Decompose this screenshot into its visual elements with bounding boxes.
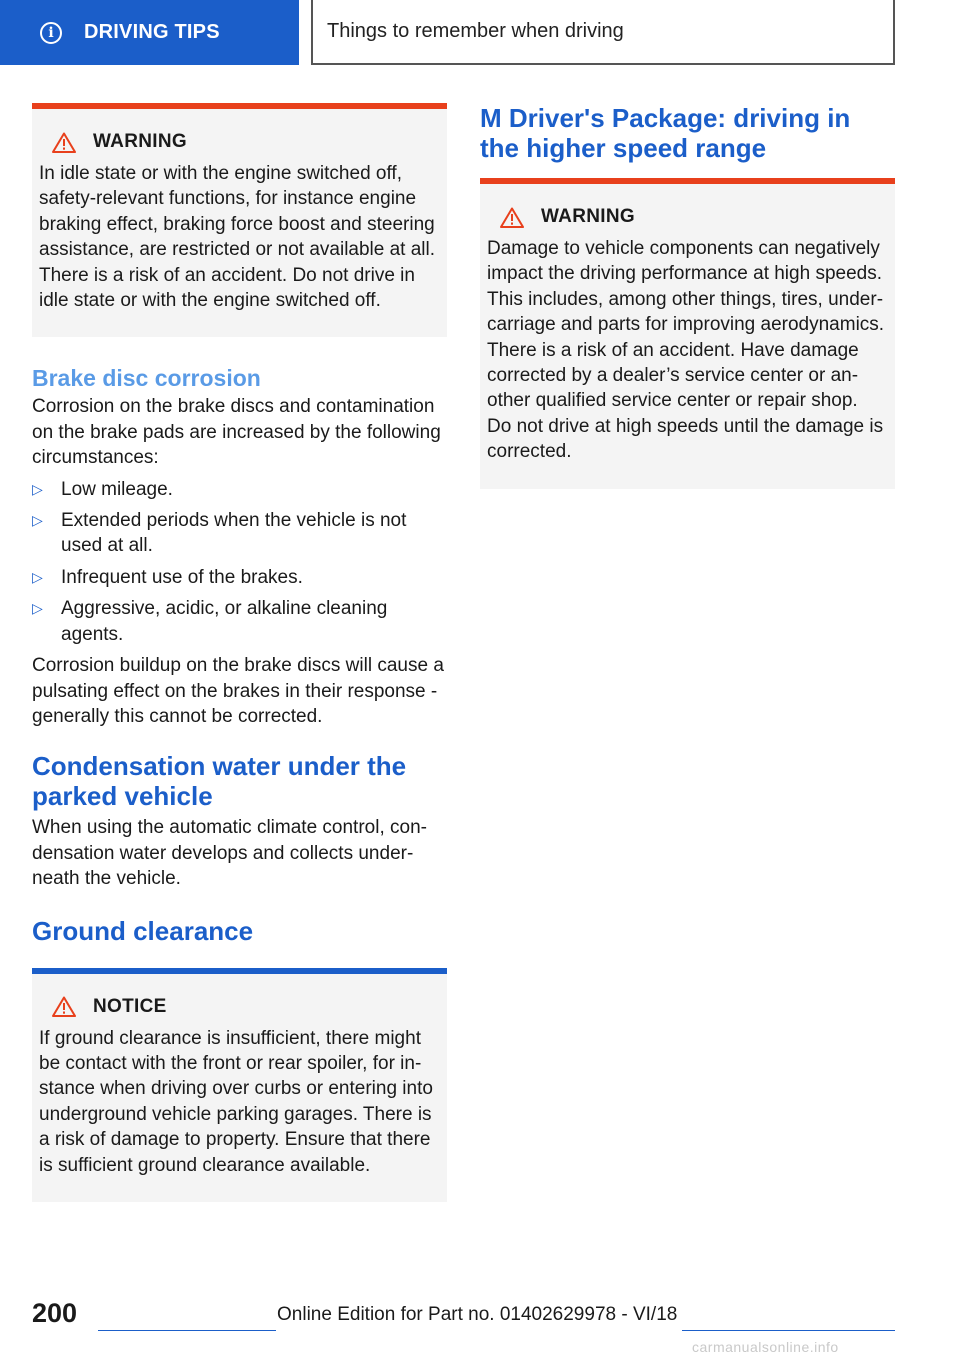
footer-divider-right bbox=[682, 1330, 895, 1331]
warning-box-idle bbox=[32, 103, 447, 337]
chapter-tab-label: DRIVING TIPS bbox=[84, 21, 220, 43]
footer-divider-left bbox=[98, 1330, 276, 1331]
left-column bbox=[32, 103, 447, 1202]
footer-edition: Online Edition for Part no. 01402629978 - VI/18 bbox=[277, 1304, 678, 1325]
section-title: Things to remember when driving bbox=[311, 0, 895, 65]
warning-text: Damage to vehicle components can negatively impact the driving performance at high speeds. This includes, among other things, tires, under‐carriage and parts for improving aerodynamics. There is a risk of an accident. Have damage corrected by a dealer’s service center or an‐other qualified service center or repair shop. Do not drive at high speeds until the damage is corrected. bbox=[487, 238, 885, 463]
brake-outro: Corrosion buildup on the brake discs will cause a pulsating effect on the brakes in their response - generally this cannot be corrected. bbox=[32, 655, 444, 727]
info-icon: i bbox=[40, 22, 62, 44]
warning-label: WARNING bbox=[93, 131, 187, 152]
warning-label: WARNING bbox=[541, 206, 635, 227]
brake-circumstances-list bbox=[32, 477, 447, 647]
triangle-bullet-icon: ▷ bbox=[32, 600, 43, 617]
chapter-tab[interactable] bbox=[0, 0, 299, 65]
warning-triangle-icon bbox=[52, 996, 76, 1017]
triangle-bullet-icon: ▷ bbox=[32, 512, 43, 529]
warning-triangle-icon bbox=[52, 132, 76, 153]
warning-triangle-icon bbox=[500, 207, 524, 228]
page-number: 200 bbox=[32, 1298, 78, 1328]
heading-brake-disc-corrosion: Brake disc corrosion bbox=[32, 365, 261, 392]
list-item: ▷ Aggressive, acidic, or alkaline cleaning agents. bbox=[32, 598, 388, 645]
list-item: ▷ Infrequent use of the brakes. bbox=[32, 565, 447, 590]
notice-text: If ground clearance is insufficient, there might be contact with the front or rear spoiler, for in‐stance when driving over curbs or entering into underground vehicle parking garages. There is a risk of damage to property. Ensure that there is sufficient ground clearance available. bbox=[39, 1027, 433, 1176]
triangle-bullet-icon: ▷ bbox=[32, 568, 43, 585]
brake-intro: Corrosion on the brake discs and contamination on the brake pads are increased by the following circumstances: bbox=[32, 396, 441, 469]
heading-condensation: Condensation water under the parked vehicle bbox=[32, 751, 407, 812]
list-item: ▷ Extended periods when the vehicle is not used at all. bbox=[32, 510, 407, 557]
watermark: carmanualsonline.info bbox=[692, 1339, 839, 1355]
triangle-bullet-icon: ▷ bbox=[32, 480, 43, 497]
list-item: ▷ Low mileage. bbox=[32, 477, 447, 502]
heading-m-drivers-package: M Driver's Package: driving in the higher speed range bbox=[480, 103, 851, 163]
notice-label: NOTICE bbox=[93, 995, 167, 1017]
warning-text: In idle state or with the engine switched off, safety-relevant functions, for instance engine braking effect, braking force boost and steering assistance, are restricted or not available at all. There is a risk of an accident. Do not drive in idle state or with the engine switched off. bbox=[39, 163, 436, 312]
heading-ground-clearance: Ground clearance bbox=[32, 915, 254, 946]
right-column bbox=[480, 103, 895, 489]
notice-box-ground-clearance bbox=[32, 968, 447, 1202]
condensation-text: When using the automatic climate control, con‐densation water develops and collects under‐neath the vehicle. bbox=[32, 817, 427, 890]
warning-box-high-speed bbox=[480, 178, 895, 489]
